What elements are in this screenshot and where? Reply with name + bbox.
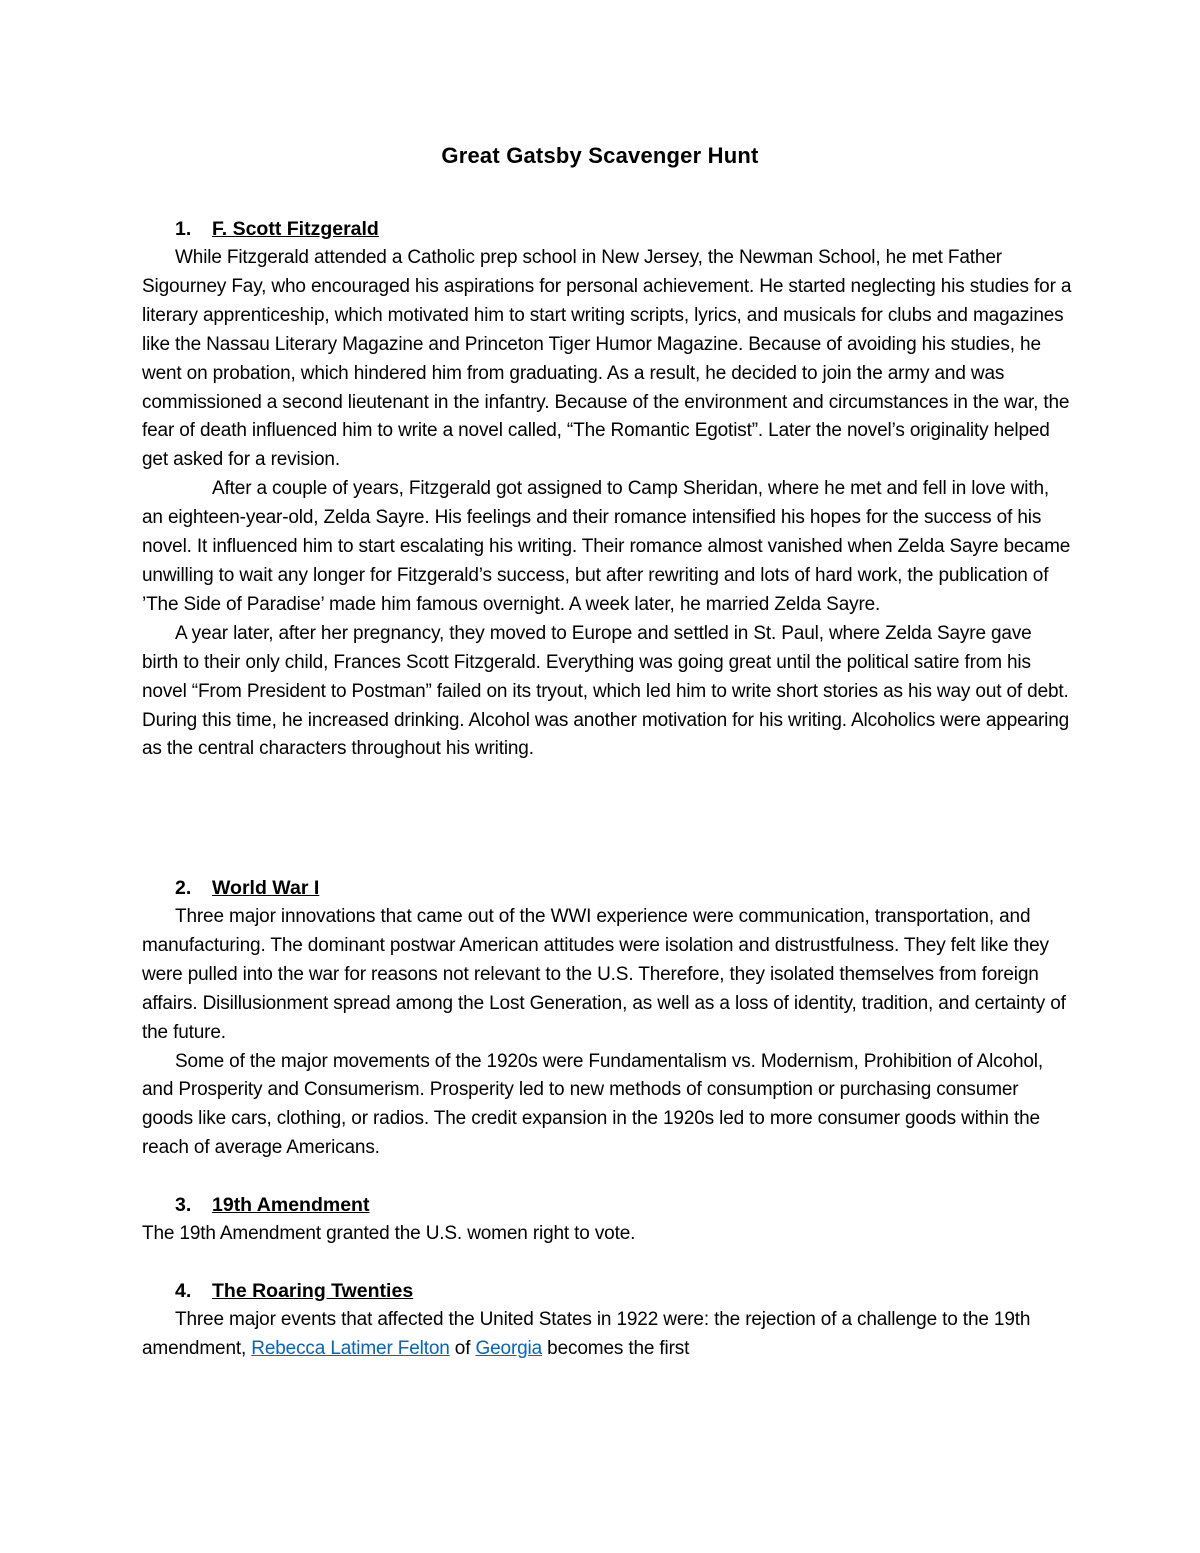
document-title: Great Gatsby Scavenger Hunt xyxy=(441,143,759,168)
paragraph-text: becomes the first xyxy=(542,1337,690,1359)
section-number: 4. xyxy=(175,1280,192,1302)
paragraph: Three major innovations that came out of the WWI experience were communication, transportation, and manufacturing. The dominant postwar American attitudes were isolation and distrustfulness. They felt like they were pulled into the war for reasons not relevant to the U.S. Therefore, they isolated themselves from foreign affairs. Disillusionment spread among the Lost Generation, as well as a loss of identity, tradition, and certainty of the future. xyxy=(142,906,1066,1043)
section-19th-amendment xyxy=(142,1191,1072,1249)
paragraph-text: of xyxy=(449,1337,476,1359)
section-heading xyxy=(142,1277,1072,1306)
section-roaring-twenties xyxy=(142,1277,1072,1364)
section-heading xyxy=(142,215,1072,244)
paragraph: The 19th Amendment granted the U.S. women right to vote. xyxy=(142,1223,636,1244)
section-number: 3. xyxy=(175,1194,192,1216)
section-fitzgerald xyxy=(142,215,1072,764)
section-title: World War I xyxy=(212,877,320,899)
paragraph: After a couple of years, Fitzgerald got assigned to Camp Sheridan, where he met and fell in love with, an eighteen-year-old, Zelda Sayre. His feelings and their romance intensified his hopes for the success of his novel. It influenced him to start escalating his writing. Their romance almost vanished when Zelda Sayre became unwilling to wait any longer for Fitzgerald’s success, but after rewriting and lots of hard work, the publication of ’The Side of Paradise’ made him famous overnight. A week later, he married Zelda Sayre. xyxy=(142,478,1071,615)
paragraph-text: Three major events that affected the United States in 1922 were: the rejection of a challenge to the 19th amendment, xyxy=(142,1309,1031,1359)
paragraph xyxy=(142,1306,1072,1364)
section-world-war-i xyxy=(142,874,1072,1163)
rebecca-latimer-felton-link[interactable]: Rebecca Latimer Felton xyxy=(251,1337,450,1359)
georgia-link[interactable]: Georgia xyxy=(475,1337,543,1359)
paragraph: Some of the major movements of the 1920s were Fundamentalism vs. Modernism, Prohibition of Alcohol, and Prosperity and Consumerism. Prosperity led to new methods of consumption or purchasing consumer goods like cars, clothing, or radios. The credit expansion in the 1920s led to more consumer goods within the reach of average Americans. xyxy=(142,1050,1044,1159)
section-title: The Roaring Twenties xyxy=(212,1280,414,1302)
section-number: 2. xyxy=(175,877,192,899)
paragraph: A year later, after her pregnancy, they moved to Europe and settled in St. Paul, where Zelda Sayre gave birth to their only child, Frances Scott Fitzgerald. Everything was going great until the political satire from his novel “From President to Postman” failed on its tryout, which led him to write short stories as his way out of debt. During this time, he increased drinking. Alcohol was another motivation for his writing. Alcoholics were appearing as the central characters throughout his writing. xyxy=(142,622,1070,760)
section-title: 19th Amendment xyxy=(212,1194,370,1216)
section-heading xyxy=(142,874,1072,903)
section-title: F. Scott Fitzgerald xyxy=(212,218,379,240)
paragraph: While Fitzgerald attended a Catholic prep school in New Jersey, the Newman School, he met Father Sigourney Fay, who encouraged his aspirations for personal achievement. He started neglecting his studies for a literary apprenticeship, which motivated him to start writing scripts, lyrics, and musicals for clubs and magazines like the Nassau Literary Magazine and Princeton Tiger Humor Magazine. Because of avoiding his studies, he went on probation, which hindered him from graduating. As a result, he decided to join the army and was commissioned a second lieutenant in the infantry. Because of the environment and circumstances in the war, the fear of death influenced him to write a novel called, “The Romantic Egotist”. Later the novel’s originality helped get asked for a revision. xyxy=(142,247,1072,471)
section-heading xyxy=(142,1191,1072,1220)
section-number: 1. xyxy=(175,218,192,240)
